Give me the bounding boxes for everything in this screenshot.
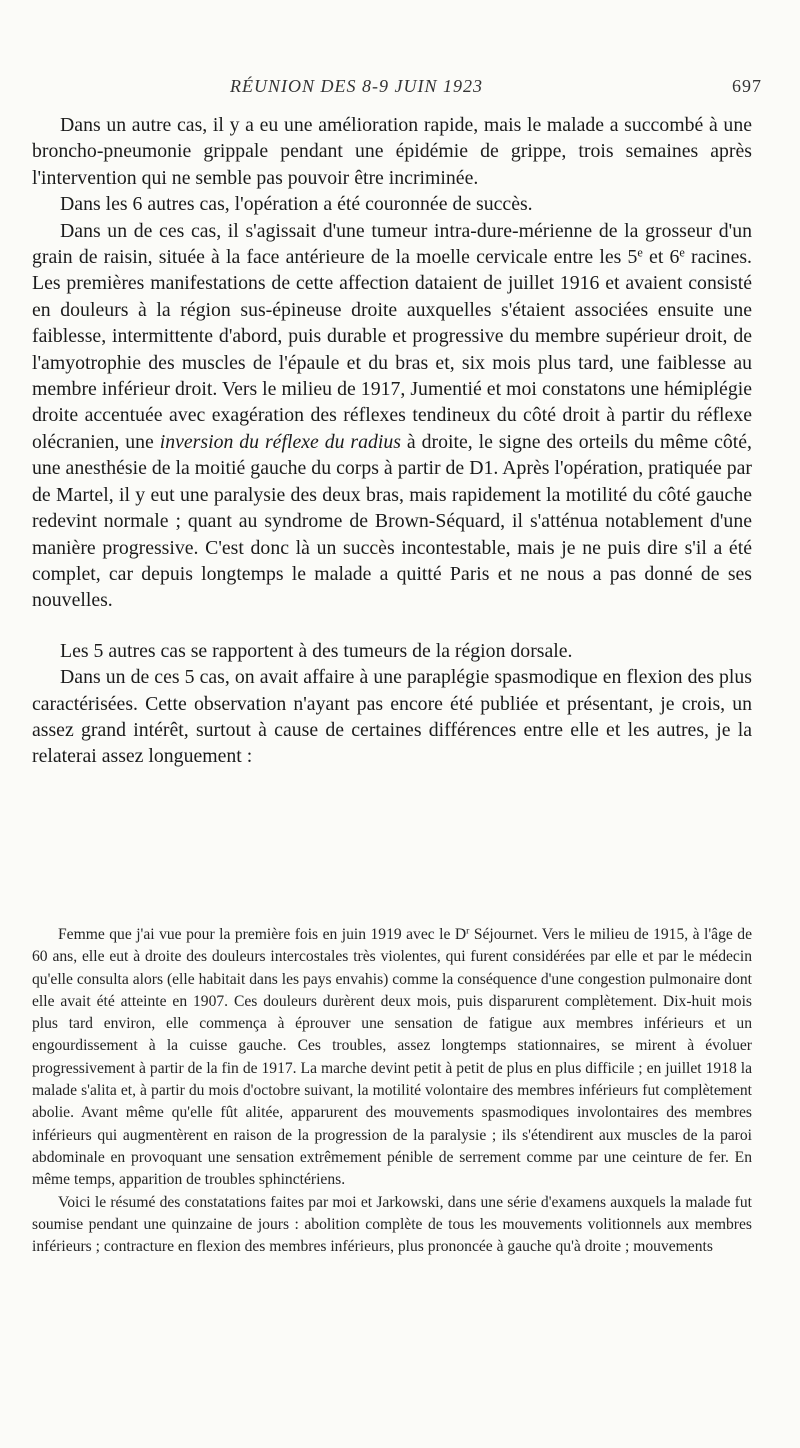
paragraph: Dans les 6 autres cas, l'opération a été couronnée de succès. xyxy=(60,193,533,216)
italic-phrase: inversion du réflexe du radius xyxy=(159,430,401,453)
case-paragraph xyxy=(32,924,752,1192)
case-paragraph: Voici le résumé des constatations faites par moi et Jarkowski, dans une série d'examens auxquels la malade fut soumise pendant une quinzaine de jours : abolition complète de tous les mouvements volitionnels aux membres inférieurs ; contracture en flexion des membres inférieurs, plus prononcée à gauche qu'à droite ; mouvements xyxy=(32,1193,752,1256)
paragraph-text: à droite, le signe des orteils du même côté, une anesthésie de la moitié gauche du corps à partir de D1. Après l'opération, pratiquée par de Martel, il y eut une paralysie des deux bras, mais rapidement la motilité du côté gauche redevint normale ; quant au syndrome de Brown-Séquard, il s'atténua notablement d'une manière progressive. C'est donc là un succès incontestable, mais je ne puis dire s'il a été complet, car depuis longtemps le malade a quitté Paris et ne nous a pas donné de ses nouvelles. xyxy=(32,430,752,612)
superscript: e xyxy=(637,245,643,260)
case-report xyxy=(32,924,752,1258)
case-text: Séjournet. Vers le milieu de 1915, à l'âge de 60 ans, elle eut à droite des douleurs intercostales très violentes, qui furent considérées par elle et par le médecin qu'elle consulta alors (elle habitait dans les pays envahis) comme la conséquence d'une congestion pulmonaire dont elle avait été atteinte en 1907. Ces douleurs durèrent deux mois, puis disparurent complètement. Dix-huit mois plus tard environ, elle commença à éprouver une sensation de fatigue aux membres inférieurs et un engourdissement à la cuisse gauche. Ces troubles, assez longtemps stationnaires, se mirent à évoluer progressivement à partir de la fin de 1917. La marche devint petit à petit de plus en plus difficile ; en juillet 1918 la malade s'alita et, à partir du mois d'octobre suivant, la motilité volontaire des membres inférieurs fut complètement abolie. Avant même qu'elle fût alitée, apparurent des mouvements spasmodiques involontaires des membres inférieurs qui augmentèrent en raison de la progression de la paralysie ; ils s'étendirent aux muscles de la paroi abdominale en provoquant une sensation extrêmement pénible de serrement comme par une ceinture de fer. En même temps, apparition de troubles sphinctériens. xyxy=(32,926,752,1189)
page-number: 697 xyxy=(732,76,762,96)
paragraph xyxy=(32,218,752,614)
paragraph-text: et 6 xyxy=(642,246,680,269)
main-text xyxy=(32,112,752,770)
paragraph-text: racines. Les premières manifestations de cette affection dataient de juillet 1916 et avaient consisté en douleurs à la région sus-épineuse droite auxquelles s'étaient associées ensuite une faiblesse, intermittente d'abord, puis durable et progressive du membre supérieur droit, de l'amyotrophie des muscles de l'épaule et du bras et, six mois plus tard, une faiblesse au membre inférieur droit. Vers le milieu de 1917, Jumentié et moi constatons une hémiplégie droite accentuée avec exagération des réflexes tendineux du côté droit à partir du réflexe olécranien, une xyxy=(32,246,752,453)
superscript: e xyxy=(679,245,685,260)
running-title: RÉUNION DES 8-9 JUIN 1923 xyxy=(230,76,483,96)
paragraph: Dans un de ces 5 cas, on avait affaire à une paraplégie spasmodique en flexion des plus caractérisées. Cette observation n'ayant pas encore été publiée et présentant, je crois, un assez grand intérêt, surtout à cause de certaines différences entre elle et les autres, je la relaterai assez longuement : xyxy=(32,666,752,768)
paragraph: Les 5 autres cas se rapportent à des tumeurs de la région dorsale. xyxy=(60,639,573,662)
case-text: Femme que j'ai vue pour la première fois en juin 1919 avec le D xyxy=(58,926,467,943)
paragraph-text: Dans un de ces cas, il s'agissait d'une tumeur intra-dure-mérienne de la grosseur d'un grain de raisin, située à la face antérieure de la moelle cervicale entre les 5 xyxy=(32,219,752,269)
paragraph-gap xyxy=(32,614,752,638)
superscript: r xyxy=(466,925,470,937)
paragraph: Dans un autre cas, il y a eu une amélioration rapide, mais le malade a succombé à une broncho-pneumonie grippale pendant une épidémie de grippe, trois semaines après l'intervention qui ne semble pas pouvoir être incriminée. xyxy=(32,114,752,189)
